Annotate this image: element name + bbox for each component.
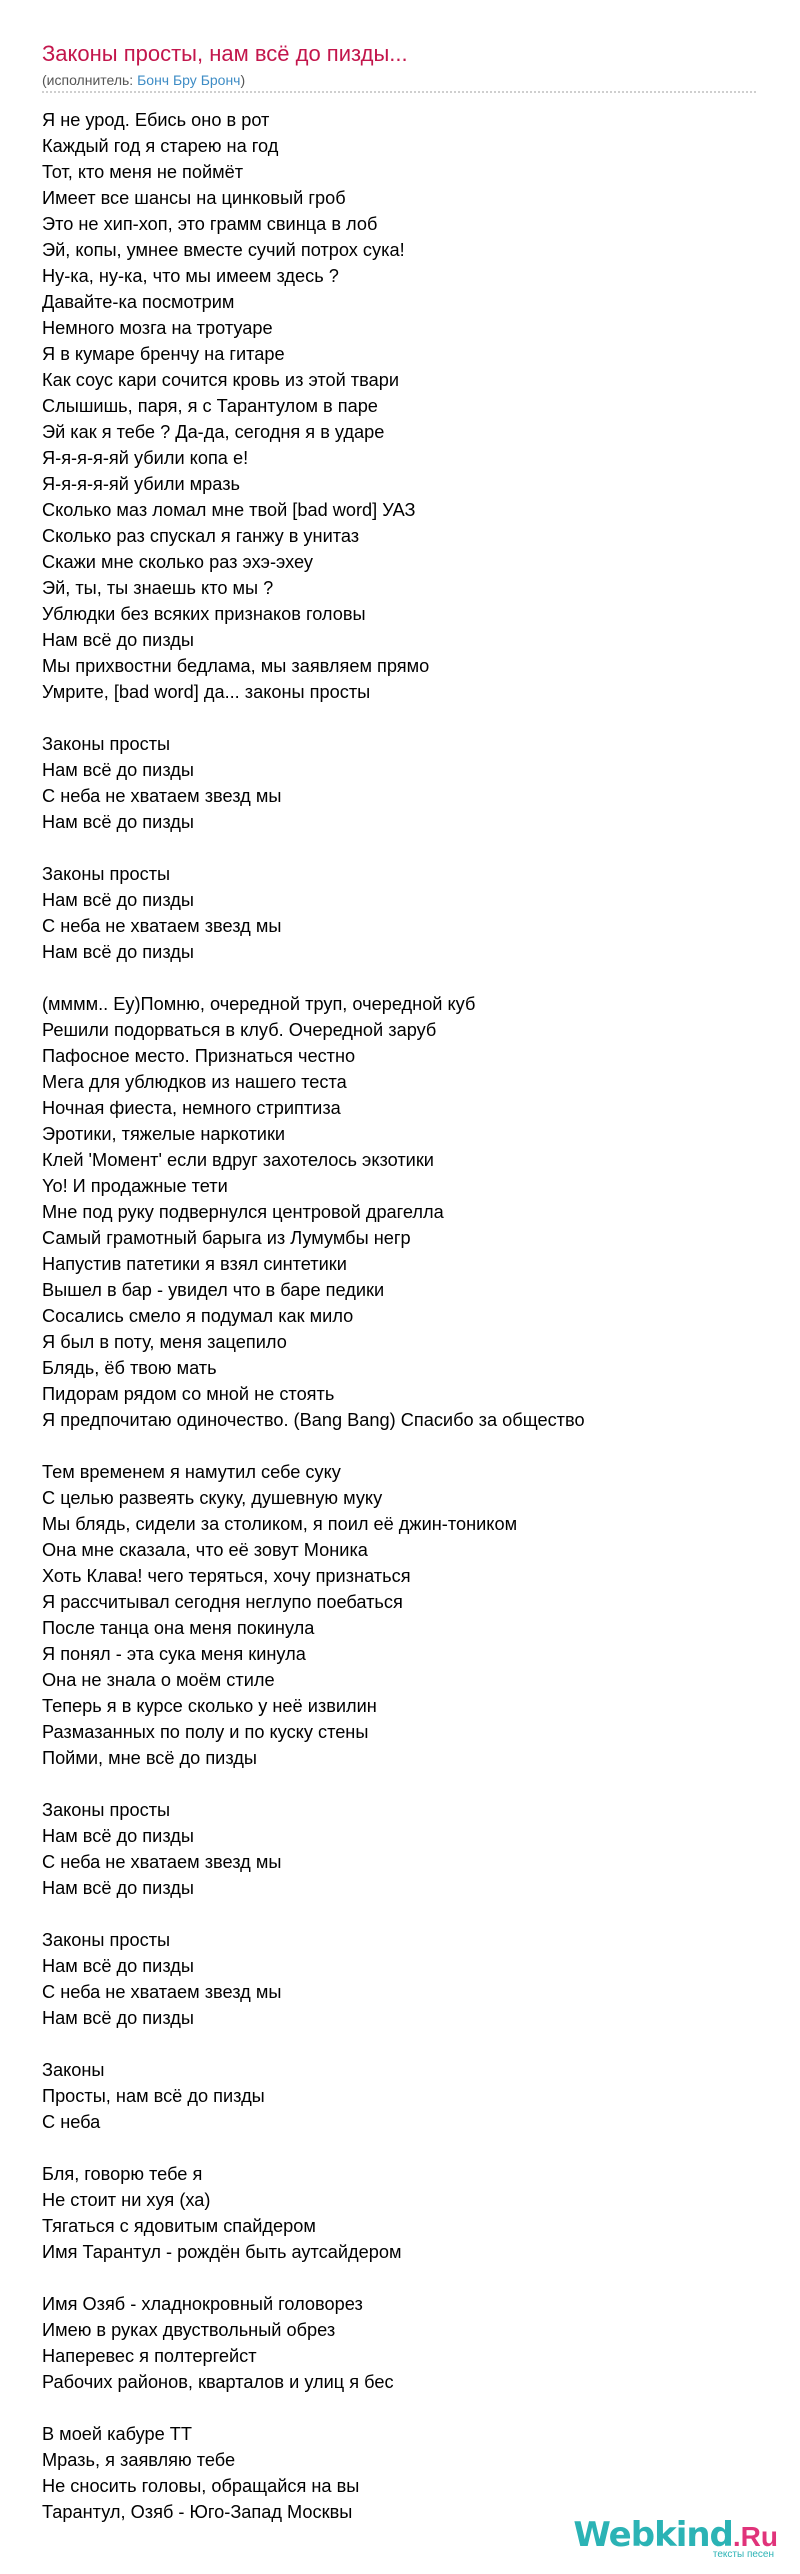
- lyrics-line: Нам всё до пизды: [42, 812, 194, 832]
- lyrics-line: Я рассчитывал сегодня неглупо поебаться: [42, 1592, 403, 1612]
- lyrics-blank-line: [42, 1771, 762, 1797]
- lyrics-line: Я-я-я-я-яй убили копа е!: [42, 448, 249, 468]
- lyrics-line: Тягаться с ядовитым спайдером: [42, 2216, 316, 2236]
- lyrics-line: С неба не хватаем звезд мы: [42, 916, 282, 936]
- header-divider: [42, 91, 756, 93]
- lyrics-blank-line: [42, 2135, 762, 2161]
- lyrics-line: С неба: [42, 2112, 101, 2132]
- artist-prefix: (исполнитель:: [42, 72, 138, 88]
- logo-tld: .Ru: [732, 2521, 778, 2552]
- lyrics-line: Мы блядь, сидели за столиком, я поил её джин-тоником: [42, 1514, 518, 1534]
- lyrics-line: Мне под руку подвернулся центровой драгелла: [42, 1202, 444, 1222]
- lyrics-line: Рабочих районов, кварталов и улиц я бес: [42, 2372, 394, 2392]
- lyrics-line: Мразь, я заявляю тебе: [42, 2450, 236, 2470]
- lyrics-line: Тем временем я намутил себе суку: [42, 1462, 341, 1482]
- lyrics-line: Я был в поту, меня зацепило: [42, 1332, 287, 1352]
- lyrics-line: Она не знала о моём стиле: [42, 1670, 275, 1690]
- lyrics-line: Размазанных по полу и по куску стены: [42, 1722, 369, 1742]
- lyrics-line: Вышел в бар - увидел что в баре педики: [42, 1280, 385, 1300]
- lyrics-line: Она мне сказала, что её зовут Моника: [42, 1540, 368, 1560]
- lyrics-line: Законы просты: [42, 1800, 171, 1820]
- lyrics-line: Клей 'Момент' если вдруг захотелось экзотики: [42, 1150, 434, 1170]
- lyrics-line: Просты, нам всё до пизды: [42, 2086, 265, 2106]
- lyrics-blank-line: [42, 2031, 762, 2057]
- lyrics-line: Эротики, тяжелые наркотики: [42, 1124, 286, 1144]
- lyrics-line: Бля, говорю тебе я: [42, 2164, 203, 2184]
- lyrics-line: Тарантул, Озяб - Юго-Запад Москвы: [42, 2502, 353, 2522]
- lyrics-line: Нам всё до пизды: [42, 760, 194, 780]
- lyrics-line: Имя Озяб - хладнокровный головорез: [42, 2294, 363, 2314]
- lyrics-line: Пидорам рядом со мной не стоять: [42, 1384, 335, 1404]
- artist-line: [42, 71, 762, 89]
- lyrics-line: Ублюдки без всяких признаков головы: [42, 604, 366, 624]
- logo-name: Webkind: [573, 2515, 733, 2555]
- lyrics-line: С неба не хватаем звезд мы: [42, 1982, 282, 2002]
- lyrics-line: С неба не хватаем звезд мы: [42, 1852, 282, 1872]
- lyrics-line: Эй, ты, ты знаешь кто мы ?: [42, 578, 274, 598]
- lyrics-line: Я понял - эта сука меня кинула: [42, 1644, 306, 1664]
- lyrics-body: [42, 107, 762, 2525]
- lyrics-line: После танца она меня покинула: [42, 1618, 315, 1638]
- lyrics-line: Эй как я тебе ? Да-да, сегодня я в ударе: [42, 422, 385, 442]
- lyrics-line: Умрите, [bad word] да... законы просты: [42, 682, 371, 702]
- lyrics-line: Законы просты: [42, 1930, 171, 1950]
- lyrics-line: Нам всё до пизды: [42, 630, 194, 650]
- lyrics-line: Пафосное место. Признаться честно: [42, 1046, 356, 1066]
- lyrics-line: Сколько маз ломал мне твой [bad word] УАЗ: [42, 500, 416, 520]
- lyrics-line: Самый грамотный барыга из Лумумбы негр: [42, 1228, 411, 1248]
- lyrics-line: Не сносить головы, обращайся на вы: [42, 2476, 360, 2496]
- lyrics-blank-line: [42, 835, 762, 861]
- lyrics-line: Хоть Клава! чего теряться, хочу признаться: [42, 1566, 411, 1586]
- artist-suffix: ): [240, 72, 246, 88]
- site-logo[interactable]: [573, 2515, 778, 2560]
- lyrics-line: Блядь, ёб твою мать: [42, 1358, 217, 1378]
- lyrics-line: Нам всё до пизды: [42, 2008, 194, 2028]
- song-title: Законы просты, нам всё до пизды...: [42, 41, 408, 66]
- logo-tagline: тексты песен: [712, 2549, 774, 2560]
- lyrics-line: Эй, копы, умнее вместе сучий потрох сука!: [42, 240, 405, 260]
- lyrics-line: Имею в руках двуствольный обрез: [42, 2320, 336, 2340]
- lyrics-line: Не стоит ни хуя (ха): [42, 2190, 211, 2210]
- lyrics-line: Скажи мне сколько раз эхэ-эхеу: [42, 552, 313, 572]
- lyrics-line: Мега для ублюдков из нашего теста: [42, 1072, 347, 1092]
- lyrics-line: Мы прихвостни бедлама, мы заявляем прямо: [42, 656, 430, 676]
- lyrics-line: Сосались смело я подумал как мило: [42, 1306, 354, 1326]
- lyrics-line: Нам всё до пизды: [42, 890, 194, 910]
- lyrics-line: Я-я-я-я-яй убили мразь: [42, 474, 241, 494]
- lyrics-line: Давайте-ка посмотрим: [42, 292, 235, 312]
- lyrics-line: Сколько раз спускал я ганжу в унитаз: [42, 526, 360, 546]
- lyrics-line: Каждый год я старею на год: [42, 136, 279, 156]
- lyrics-blank-line: [42, 1901, 762, 1927]
- lyrics-blank-line: [42, 1433, 762, 1459]
- lyrics-line: Законы: [42, 2060, 105, 2080]
- lyrics-line: Я не урод. Ебись оно в рот: [42, 110, 270, 130]
- artist-link[interactable]: Бонч Бру Бронч: [137, 72, 241, 88]
- lyrics-line: Я предпочитаю одиночество. (Bang Bang) Спасибо за общество: [42, 1410, 585, 1430]
- lyrics-line: Решили подорваться в клуб. Очередной заруб: [42, 1020, 437, 1040]
- lyrics-line: Я в кумаре бренчу на гитаре: [42, 344, 285, 364]
- lyrics-line: С неба не хватаем звезд мы: [42, 786, 282, 806]
- lyrics-line: Теперь я в курсе сколько у неё извилин: [42, 1696, 377, 1716]
- lyrics-line: Пойми, мне всё до пизды: [42, 1748, 257, 1768]
- lyrics-line: Немного мозга на тротуаре: [42, 318, 273, 338]
- lyrics-blank-line: [42, 705, 762, 731]
- lyrics-line: Имеет все шансы на цинковый гроб: [42, 188, 346, 208]
- lyrics-blank-line: [42, 2395, 762, 2421]
- song-header: [42, 40, 762, 89]
- lyrics-line: (мммм.. Еу)Помню, очередной труп, очередной куб: [42, 994, 476, 1014]
- lyrics-line: Как соус кари сочится кровь из этой твари: [42, 370, 399, 390]
- lyrics-line: Ну-ка, ну-ка, что мы имеем здесь ?: [42, 266, 339, 286]
- lyrics-line: Напустив патетики я взял синтетики: [42, 1254, 347, 1274]
- lyrics-line: Имя Тарантул - рождён быть аутсайдером: [42, 2242, 402, 2262]
- lyrics-line: Нам всё до пизды: [42, 942, 194, 962]
- lyrics-line: Законы просты: [42, 734, 171, 754]
- lyrics-line: Yo! И продажные тети: [42, 1176, 228, 1196]
- lyrics-blank-line: [42, 2265, 762, 2291]
- lyrics-line: С целью развеять скуку, душевную муку: [42, 1488, 383, 1508]
- lyrics-line: Нам всё до пизды: [42, 1826, 194, 1846]
- lyrics-line: Нам всё до пизды: [42, 1878, 194, 1898]
- lyrics-line: Нам всё до пизды: [42, 1956, 194, 1976]
- lyrics-line: В моей кабуре ТТ: [42, 2424, 193, 2444]
- lyrics-line: Законы просты: [42, 864, 171, 884]
- lyrics-line: Слышишь, паря, я с Тарантулом в паре: [42, 396, 378, 416]
- lyrics-line: Наперевес я полтергейст: [42, 2346, 257, 2366]
- lyrics-line: Ночная фиеста, немного стриптиза: [42, 1098, 341, 1118]
- lyrics-line: Это не хип-хоп, это грамм свинца в лоб: [42, 214, 378, 234]
- lyrics-blank-line: [42, 965, 762, 991]
- lyrics-line: Тот, кто меня не поймёт: [42, 162, 244, 182]
